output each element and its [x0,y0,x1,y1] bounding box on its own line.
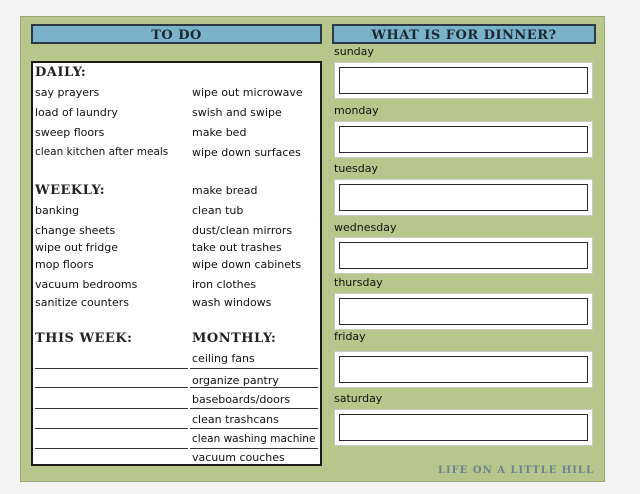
monthly-underline [190,448,318,449]
day-label-monday: monday [334,104,379,117]
todo-panel [31,61,322,466]
dinner-box-tuesday[interactable] [334,179,593,216]
day-label-thursday: thursday [334,276,383,289]
day-label-tuesday: tuesday [334,162,379,175]
weekly-item: sanitize counters [35,296,129,309]
this-week-heading: THIS WEEK: [35,331,133,346]
write-in-line[interactable] [35,448,188,449]
weekly-item: vacuum bedrooms [35,278,138,291]
write-in-line[interactable] [35,387,188,388]
todo-header: TO DO [31,24,322,44]
dinner-box-wednesday[interactable] [334,237,593,274]
monthly-underline [190,428,318,429]
weekly-item: change sheets [35,224,116,237]
monthly-heading: MONTHLY: [192,331,277,346]
monthly-underline [190,368,318,369]
footer-brand: LIFE ON A LITTLE HILL [437,465,594,476]
dinner-header: WHAT IS FOR DINNER? [332,24,596,44]
monthly-item: clean washing machine [192,433,316,445]
monthly-item: vacuum couches [192,451,285,464]
dinner-box-sunday[interactable] [334,62,593,99]
monthly-item: clean trashcans [192,413,279,426]
weekly-item: banking [35,204,80,217]
dinner-box-friday[interactable] [334,351,593,388]
daily-item: wipe down surfaces [192,146,301,159]
dinner-box-saturday[interactable] [334,409,593,446]
day-label-wednesday: wednesday [334,221,397,234]
write-in-line[interactable] [35,428,188,429]
monthly-item: baseboards/doors [192,393,291,406]
weekly-item: mop floors [35,258,94,271]
dinner-box-thursday[interactable] [334,293,593,330]
day-label-saturday: saturday [334,392,383,405]
daily-item: say prayers [35,86,100,99]
weekly-item: clean tub [192,204,244,217]
daily-item: sweep floors [35,126,105,139]
weekly-item: iron clothes [192,278,257,291]
weekly-item: dust/clean mirrors [192,224,293,237]
monthly-item: organize pantry [192,374,279,387]
daily-item: clean kitchen after meals [35,146,169,158]
daily-item: make bed [192,126,247,139]
dinner-box-monday[interactable] [334,121,593,158]
weekly-heading: WEEKLY: [35,183,105,198]
monthly-underline [190,387,318,388]
daily-item: load of laundry [35,106,118,119]
write-in-line[interactable] [35,368,188,369]
weekly-item: take out trashes [192,241,282,254]
monthly-underline [190,408,318,409]
daily-item: wipe out microwave [192,86,303,99]
weekly-item: wipe down cabinets [192,258,302,271]
weekly-item: wash windows [192,296,272,309]
day-label-friday: friday [334,330,366,343]
daily-item: swish and swipe [192,106,282,119]
monthly-item: ceiling fans [192,352,255,365]
weekly-item: wipe out fridge [35,241,118,254]
day-label-sunday: sunday [334,45,374,58]
write-in-line[interactable] [35,408,188,409]
weekly-item: make bread [192,184,258,197]
planner-sheet [20,16,605,482]
daily-heading: DAILY: [35,65,87,80]
